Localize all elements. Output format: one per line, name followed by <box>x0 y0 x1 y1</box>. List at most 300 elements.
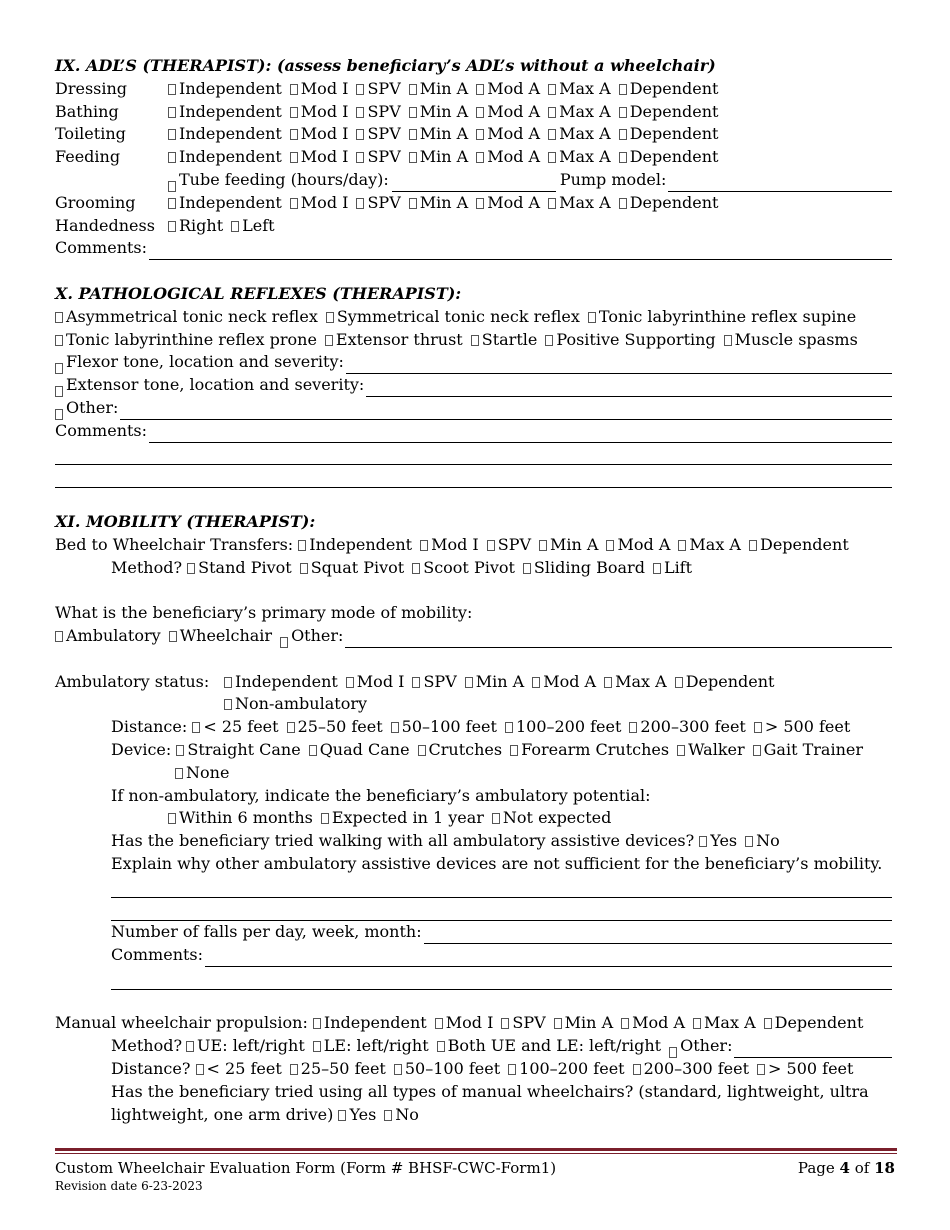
adl-toileting-mod-i-label: Mod I <box>300 124 349 144</box>
adl-toileting-option-mod-i[interactable] <box>290 124 349 143</box>
flexor-tone-field[interactable] <box>346 357 892 374</box>
adl-bathing-option-max-a[interactable] <box>548 102 611 121</box>
adl-toileting-option-independent[interactable] <box>168 124 282 143</box>
transfer-option-min-a[interactable] <box>539 535 598 554</box>
propulsion-option-le-left-right[interactable] <box>313 1036 429 1055</box>
flexor-tone-checkbox[interactable] <box>55 363 63 374</box>
pump-model-label: Pump model: <box>559 169 667 189</box>
extensor-tone-field[interactable] <box>366 380 892 397</box>
explain-line-2[interactable] <box>111 898 892 921</box>
adl-bathing-min-a-label: Min A <box>419 101 469 121</box>
ambulatory-status-row <box>55 671 892 694</box>
adl-bathing-max-a-label: Max A <box>559 101 611 121</box>
device-walker-label: Walker <box>688 739 745 759</box>
left-checkbox[interactable] <box>231 221 239 232</box>
adl-bathing-mod-a-checkbox[interactable] <box>476 107 484 118</box>
adl-toileting-option-max-a[interactable] <box>548 124 611 143</box>
propulsion-distance-50-100-feet-checkbox[interactable] <box>394 1064 402 1075</box>
adl-bathing-min-a-checkbox[interactable] <box>409 107 417 118</box>
propulsion-distance-25-feet-checkbox[interactable] <box>196 1064 204 1075</box>
adl-bathing-mod-i-checkbox[interactable] <box>290 107 298 118</box>
propulsion-distance-25-50-feet-checkbox[interactable] <box>290 1064 298 1075</box>
manual-mod-a-checkbox[interactable] <box>621 1018 629 1029</box>
adl-toileting-option-mod-a[interactable] <box>476 124 540 143</box>
grooming-option-mod-i[interactable] <box>290 193 349 212</box>
manual-propulsion-row <box>55 1012 892 1035</box>
transfer-min-a-checkbox[interactable] <box>539 540 547 551</box>
propulsion-distance-option-500-feet[interactable] <box>757 1059 853 1078</box>
grooming-independent-checkbox[interactable] <box>168 198 176 209</box>
adl-feeding-mod-a-checkbox[interactable] <box>476 152 484 163</box>
ambulatory-option-spv[interactable] <box>412 672 456 691</box>
right-label: Right <box>179 215 224 235</box>
distance-option-25-50-feet[interactable] <box>287 717 383 736</box>
adl-toileting-independent-checkbox[interactable] <box>168 129 176 140</box>
page-number <box>700 1159 895 1177</box>
distance-option-50-100-feet[interactable] <box>391 717 497 736</box>
tube-feeding-field[interactable] <box>392 176 556 192</box>
propulsion-distance-500-feet-checkbox[interactable] <box>757 1064 765 1075</box>
extensor-tone-checkbox[interactable] <box>55 386 63 397</box>
handedness-row <box>55 215 892 238</box>
transfer-max-a-checkbox[interactable] <box>678 540 686 551</box>
propulsion-both-ue-and-le-left-right-label: Both UE and LE: left/right <box>447 1036 662 1056</box>
distance-500-feet-checkbox[interactable] <box>754 722 762 733</box>
manual-min-a-checkbox[interactable] <box>554 1018 562 1029</box>
grooming-option-mod-a[interactable] <box>476 193 540 212</box>
reflex-asymmetrical-tonic-neck-reflex-label: Asymmetrical tonic neck reflex <box>66 306 318 326</box>
primary-mobility-question: What is the beneficiary’s primary mode of mobility: <box>55 603 473 623</box>
transfer-method-option-stand-pivot[interactable] <box>187 558 292 577</box>
potential-option-not-expected[interactable] <box>492 808 611 827</box>
adl-dressing-option-spv[interactable] <box>356 79 400 98</box>
adl-dressing-option-mod-i[interactable] <box>290 79 349 98</box>
distance-option-500-feet[interactable] <box>754 717 850 736</box>
adl-toileting-mod-i-checkbox[interactable] <box>290 129 298 140</box>
tried-walking-no-label: No <box>756 831 780 851</box>
propulsion-both-ue-and-le-left-right-checkbox[interactable] <box>437 1041 445 1052</box>
ambulatory-dependent-label: Dependent <box>685 671 775 691</box>
adl-toileting-min-a-checkbox[interactable] <box>409 129 417 140</box>
device-none-row <box>55 762 892 785</box>
distance-100-200-feet-label: 100–200 feet <box>515 717 622 737</box>
grooming-option-min-a[interactable] <box>409 193 468 212</box>
adl-row-dressing <box>55 78 892 101</box>
distance-25-feet-label: < 25 feet <box>203 717 279 737</box>
distance-50-100-feet-checkbox[interactable] <box>391 722 399 733</box>
adl-dressing-min-a-checkbox[interactable] <box>409 84 417 95</box>
reflex-startle-checkbox[interactable] <box>471 335 479 346</box>
ambulatory-mod-i-checkbox[interactable] <box>346 677 354 688</box>
potential-expected-in-1-year-label: Expected in 1 year <box>331 808 484 828</box>
ambulatory-option-independent[interactable] <box>224 672 338 691</box>
reflex-muscle-spasms-label: Muscle spasms <box>734 329 858 349</box>
tube-feeding-checkbox[interactable] <box>168 181 176 192</box>
manual-dependent-checkbox[interactable] <box>764 1018 772 1029</box>
manual-max-a-checkbox[interactable] <box>693 1018 701 1029</box>
manual-independent-label: Independent <box>323 1013 427 1033</box>
adl-bathing-option-mod-a[interactable] <box>476 102 540 121</box>
propulsion-distance-200-300-feet-checkbox[interactable] <box>633 1064 641 1075</box>
potential-not-expected-checkbox[interactable] <box>492 813 500 824</box>
grooming-mod-i-label: Mod I <box>300 192 349 212</box>
adl-dressing-option-mod-a[interactable] <box>476 79 540 98</box>
distance-25-50-feet-checkbox[interactable] <box>287 722 295 733</box>
primary-other-field[interactable] <box>345 631 892 648</box>
manual-option-min-a[interactable] <box>554 1013 613 1032</box>
propulsion-other-label: Other: <box>680 1036 733 1056</box>
ambulatory-option-mod-i[interactable] <box>346 672 405 691</box>
reflex-option-startle[interactable] <box>471 330 538 349</box>
reflex-comments-line-2[interactable] <box>55 443 892 466</box>
pump-model-field[interactable] <box>668 175 892 192</box>
reflex-other-checkbox[interactable] <box>55 409 63 420</box>
manual-independent-checkbox[interactable] <box>313 1018 321 1029</box>
adl-feeding-option-mod-i[interactable] <box>290 147 349 166</box>
primary-wheelchair-label: Wheelchair <box>179 625 273 645</box>
ambulatory-min-a-checkbox[interactable] <box>465 677 473 688</box>
handedness-label: Handedness <box>55 215 155 235</box>
adl-bathing-option-independent[interactable] <box>168 102 282 121</box>
distance-option-200-300-feet[interactable] <box>629 717 745 736</box>
adl-feeding-min-a-checkbox[interactable] <box>409 152 417 163</box>
non-ambulatory-row <box>55 693 892 716</box>
adl-feeding-independent-label: Independent <box>179 147 282 167</box>
primary-option-ambulatory[interactable] <box>55 626 161 645</box>
adl-bathing-independent-checkbox[interactable] <box>168 107 176 118</box>
manual-option-dependent[interactable] <box>764 1013 864 1032</box>
grooming-min-a-checkbox[interactable] <box>409 198 417 209</box>
propulsion-other-checkbox[interactable] <box>669 1047 677 1058</box>
propulsion-distance-option-25-50-feet[interactable] <box>290 1059 386 1078</box>
adl-bathing-option-dependent[interactable] <box>619 102 719 121</box>
adl-feeding-option-min-a[interactable] <box>409 147 468 166</box>
device-none-checkbox[interactable] <box>175 768 183 779</box>
reflex-muscle-spasms-checkbox[interactable] <box>724 335 732 346</box>
reflex-positive-supporting-checkbox[interactable] <box>545 335 553 346</box>
adl-feeding-spv-checkbox[interactable] <box>356 152 364 163</box>
transfer-method-option-scoot-pivot[interactable] <box>412 558 515 577</box>
page-word: Page <box>797 1159 835 1177</box>
adl-bathing-option-min-a[interactable] <box>409 102 468 121</box>
manual-option-spv[interactable] <box>501 1013 545 1032</box>
primary-other-label: Other: <box>291 625 344 645</box>
adl-bathing-option-spv[interactable] <box>356 102 400 121</box>
manual-mod-i-label: Mod I <box>445 1013 494 1033</box>
potential-within-6-months-checkbox[interactable] <box>168 813 176 824</box>
adl-row-label: Bathing <box>55 101 119 121</box>
adl-toileting-spv-checkbox[interactable] <box>356 129 364 140</box>
ambulatory-independent-label: Independent <box>235 671 338 691</box>
adl-bathing-spv-checkbox[interactable] <box>356 107 364 118</box>
adl-dressing-independent-checkbox[interactable] <box>168 84 176 95</box>
adl-bathing-dependent-label: Dependent <box>629 101 719 121</box>
adl-feeding-max-a-checkbox[interactable] <box>548 152 556 163</box>
propulsion-distance-option-100-200-feet[interactable] <box>508 1059 624 1078</box>
reflex-option-muscle-spasms[interactable] <box>724 330 858 349</box>
manual-mod-a-label: Mod A <box>632 1013 686 1033</box>
adl-feeding-min-a-label: Min A <box>419 147 469 167</box>
reflex-comments-label: Comments: <box>55 420 148 440</box>
device-forearm-crutches-checkbox[interactable] <box>510 745 518 756</box>
transfer-mod-i-checkbox[interactable] <box>420 540 428 551</box>
propulsion-option-both-ue-and-le-left-right[interactable] <box>437 1036 661 1055</box>
adl-feeding-dependent-checkbox[interactable] <box>619 152 627 163</box>
adl-dressing-mod-a-label: Mod A <box>487 78 541 98</box>
reflex-startle-label: Startle <box>481 329 538 349</box>
manual-propulsion-label: Manual wheelchair propulsion: <box>55 1013 308 1033</box>
adl-dressing-mod-a-checkbox[interactable] <box>476 84 484 95</box>
propulsion-distance-25-50-feet-label: 25–50 feet <box>300 1059 386 1079</box>
potential-expected-in-1-year-checkbox[interactable] <box>321 813 329 824</box>
device-gait-trainer-label: Gait Trainer <box>763 739 863 759</box>
ambulatory-option-dependent[interactable] <box>675 672 775 691</box>
non-ambulatory-checkbox[interactable] <box>224 699 232 710</box>
adl-feeding-independent-checkbox[interactable] <box>168 152 176 163</box>
transfer-method-option-squat-pivot[interactable] <box>300 558 405 577</box>
reflex-options-row-1 <box>55 306 892 329</box>
manual-dependent-label: Dependent <box>774 1013 864 1033</box>
ambulatory-option-mod-a[interactable] <box>532 672 596 691</box>
mobility-comments-field[interactable] <box>205 950 892 967</box>
right-checkbox[interactable] <box>168 221 176 232</box>
reflex-extensor-thrust-checkbox[interactable] <box>325 335 333 346</box>
adl-bathing-max-a-checkbox[interactable] <box>548 107 556 118</box>
device-straight-cane-checkbox[interactable] <box>176 745 184 756</box>
tried-manual-yes-checkbox[interactable] <box>338 1110 346 1121</box>
device-crutches-label: Crutches <box>428 739 503 759</box>
distance-200-300-feet-checkbox[interactable] <box>629 722 637 733</box>
adl-dressing-min-a-label: Min A <box>419 78 469 98</box>
transfer-option-mod-i[interactable] <box>420 535 479 554</box>
transfer-spv-checkbox[interactable] <box>487 540 495 551</box>
ambulatory-independent-checkbox[interactable] <box>224 677 232 688</box>
grooming-mod-i-checkbox[interactable] <box>290 198 298 209</box>
grooming-dependent-checkbox[interactable] <box>619 198 627 209</box>
propulsion-distance-option-25-feet[interactable] <box>196 1059 282 1078</box>
device-option-straight-cane[interactable] <box>176 740 300 759</box>
adl-feeding-max-a-label: Max A <box>559 147 611 167</box>
adl-dressing-mod-i-label: Mod I <box>300 78 349 98</box>
non-ambulatory-label: Non-ambulatory <box>235 694 368 714</box>
reflex-comments-line-3[interactable] <box>55 465 892 488</box>
reflex-option-symmetrical-tonic-neck-reflex[interactable] <box>326 307 580 326</box>
transfer-option-independent[interactable] <box>298 535 412 554</box>
device-quad-cane-checkbox[interactable] <box>309 745 317 756</box>
adl-dressing-independent-label: Independent <box>179 78 282 98</box>
transfer-method-stand-pivot-checkbox[interactable] <box>187 563 195 574</box>
grooming-option-spv[interactable] <box>356 193 400 212</box>
transfer-method-sliding-board-checkbox[interactable] <box>523 563 531 574</box>
transfer-option-spv[interactable] <box>487 535 531 554</box>
transfer-method-squat-pivot-label: Squat Pivot <box>310 557 405 577</box>
grooming-option-dependent[interactable] <box>619 193 719 212</box>
device-none-label: None <box>186 762 230 782</box>
grooming-max-a-checkbox[interactable] <box>548 198 556 209</box>
reflex-asymmetrical-tonic-neck-reflex-checkbox[interactable] <box>55 312 63 323</box>
transfer-method-scoot-pivot-checkbox[interactable] <box>412 563 420 574</box>
transfer-method-lift-checkbox[interactable] <box>653 563 661 574</box>
transfer-option-dependent[interactable] <box>749 535 849 554</box>
adl-dressing-option-min-a[interactable] <box>409 79 468 98</box>
reflex-symmetrical-tonic-neck-reflex-checkbox[interactable] <box>326 312 334 323</box>
grooming-option-independent[interactable] <box>168 193 282 212</box>
adl-feeding-option-independent[interactable] <box>168 147 282 166</box>
reflex-option-asymmetrical-tonic-neck-reflex[interactable] <box>55 307 318 326</box>
manual-mod-i-checkbox[interactable] <box>435 1018 443 1029</box>
reflex-option-extensor-thrust[interactable] <box>325 330 463 349</box>
primary-wheelchair-checkbox[interactable] <box>169 631 177 642</box>
ambulatory-mod-a-label: Mod A <box>543 671 597 691</box>
manual-option-mod-a[interactable] <box>621 1013 685 1032</box>
transfer-mod-a-label: Mod A <box>617 534 671 554</box>
distance-option-25-feet[interactable] <box>192 717 278 736</box>
device-option-walker[interactable] <box>677 740 745 759</box>
adl-toileting-dependent-checkbox[interactable] <box>619 129 627 140</box>
grooming-spv-checkbox[interactable] <box>356 198 364 209</box>
device-gait-trainer-checkbox[interactable] <box>753 745 761 756</box>
grooming-row <box>55 192 892 215</box>
manual-option-mod-i[interactable] <box>435 1013 494 1032</box>
transfers-row <box>55 534 892 557</box>
transfer-method-option-sliding-board[interactable] <box>523 558 645 577</box>
reflex-tonic-labyrinthine-reflex-prone-checkbox[interactable] <box>55 335 63 346</box>
transfer-method-squat-pivot-checkbox[interactable] <box>300 563 308 574</box>
tried-walking-no-checkbox[interactable] <box>745 836 753 847</box>
manual-option-max-a[interactable] <box>693 1013 756 1032</box>
transfer-mod-a-checkbox[interactable] <box>606 540 614 551</box>
distance-500-feet-label: > 500 feet <box>764 717 851 737</box>
reflex-option-tonic-labyrinthine-reflex-supine[interactable] <box>588 307 856 326</box>
ambulatory-min-a-label: Min A <box>475 671 525 691</box>
primary-other-checkbox[interactable] <box>280 637 288 648</box>
ambulatory-max-a-checkbox[interactable] <box>604 677 612 688</box>
adl-row-bathing <box>55 101 892 124</box>
adl-toileting-option-min-a[interactable] <box>409 124 468 143</box>
tried-walking-row <box>55 830 892 853</box>
reflex-comments-row <box>55 420 892 443</box>
reflex-tonic-labyrinthine-reflex-supine-label: Tonic labyrinthine reflex supine <box>598 306 857 326</box>
tried-walking-yes-label: Yes <box>710 831 738 851</box>
adl-feeding-option-spv[interactable] <box>356 147 400 166</box>
primary-option-wheelchair[interactable] <box>169 626 272 645</box>
distance-25-feet-checkbox[interactable] <box>192 722 200 733</box>
ambulatory-mod-a-checkbox[interactable] <box>532 677 540 688</box>
adl-feeding-mod-a-label: Mod A <box>487 147 541 167</box>
device-option-crutches[interactable] <box>418 740 503 759</box>
manual-spv-checkbox[interactable] <box>501 1018 509 1029</box>
footer-left <box>55 1159 556 1193</box>
propulsion-distance-100-200-feet-checkbox[interactable] <box>508 1064 516 1075</box>
adl-bathing-mod-a-label: Mod A <box>487 101 541 121</box>
transfer-max-a-label: Max A <box>689 534 741 554</box>
transfer-method-row <box>55 557 892 580</box>
adl-feeding-option-max-a[interactable] <box>548 147 611 166</box>
device-option-forearm-crutches[interactable] <box>510 740 669 759</box>
adl-dressing-spv-checkbox[interactable] <box>356 84 364 95</box>
device-option-gait-trainer[interactable] <box>753 740 863 759</box>
transfer-option-max-a[interactable] <box>678 535 741 554</box>
adl-toileting-option-dependent[interactable] <box>619 124 719 143</box>
adl-feeding-spv-label: SPV <box>367 147 401 167</box>
tried-walking-yes-checkbox[interactable] <box>699 836 707 847</box>
adl-toileting-dependent-label: Dependent <box>629 124 719 144</box>
reflex-other-field[interactable] <box>120 403 892 420</box>
distance-100-200-feet-checkbox[interactable] <box>505 722 513 733</box>
adl-dressing-option-independent[interactable] <box>168 79 282 98</box>
propulsion-le-left-right-checkbox[interactable] <box>313 1041 321 1052</box>
ambulatory-max-a-label: Max A <box>615 671 667 691</box>
adl-row-label: Feeding <box>55 147 121 167</box>
ambulatory-option-max-a[interactable] <box>604 672 667 691</box>
falls-field[interactable] <box>424 927 892 944</box>
distance-option-100-200-feet[interactable] <box>505 717 621 736</box>
adl-row-feeding <box>55 146 892 169</box>
reflex-option-positive-supporting[interactable] <box>545 330 715 349</box>
propulsion-distance-25-feet-label: < 25 feet <box>206 1059 282 1079</box>
device-walker-checkbox[interactable] <box>677 745 685 756</box>
adl-dressing-dependent-checkbox[interactable] <box>619 84 627 95</box>
transfer-option-mod-a[interactable] <box>606 535 670 554</box>
propulsion-other-field[interactable] <box>734 1041 892 1058</box>
propulsion-option-ue-left-right[interactable] <box>186 1036 305 1055</box>
primary-ambulatory-checkbox[interactable] <box>55 631 63 642</box>
reflex-other-label: Other: <box>66 397 119 417</box>
propulsion-distance-option-200-300-feet[interactable] <box>633 1059 749 1078</box>
grooming-mod-a-checkbox[interactable] <box>476 198 484 209</box>
ambulatory-dependent-checkbox[interactable] <box>675 677 683 688</box>
transfer-dependent-checkbox[interactable] <box>749 540 757 551</box>
reflex-option-tonic-labyrinthine-reflex-prone[interactable] <box>55 330 317 349</box>
adl-toileting-max-a-checkbox[interactable] <box>548 129 556 140</box>
potential-option-within-6-months[interactable] <box>168 808 313 827</box>
explain-line-1[interactable] <box>111 876 892 899</box>
propulsion-ue-left-right-checkbox[interactable] <box>186 1041 194 1052</box>
adl-bathing-dependent-checkbox[interactable] <box>619 107 627 118</box>
adl-dressing-mod-i-checkbox[interactable] <box>290 84 298 95</box>
adl-comments-field[interactable] <box>149 243 892 260</box>
adl-toileting-option-spv[interactable] <box>356 124 400 143</box>
adl-toileting-spv-label: SPV <box>367 124 401 144</box>
transfer-method-option-lift[interactable] <box>653 558 692 577</box>
adl-feeding-option-mod-a[interactable] <box>476 147 540 166</box>
device-crutches-checkbox[interactable] <box>418 745 426 756</box>
mobility-comments-line-2[interactable] <box>111 967 892 990</box>
ambulatory-spv-checkbox[interactable] <box>412 677 420 688</box>
reflex-tonic-labyrinthine-reflex-supine-checkbox[interactable] <box>588 312 596 323</box>
adl-dressing-option-max-a[interactable] <box>548 79 611 98</box>
propulsion-distance-option-50-100-feet[interactable] <box>394 1059 500 1078</box>
propulsion-method-row <box>55 1035 892 1058</box>
grooming-option-max-a[interactable] <box>548 193 611 212</box>
tried-manual-no-checkbox[interactable] <box>384 1110 392 1121</box>
page-total: 18 <box>874 1159 895 1177</box>
adl-toileting-mod-a-checkbox[interactable] <box>476 129 484 140</box>
adl-feeding-option-dependent[interactable] <box>619 147 719 166</box>
potential-option-expected-in-1-year[interactable] <box>321 808 484 827</box>
transfer-independent-checkbox[interactable] <box>298 540 306 551</box>
manual-option-independent[interactable] <box>313 1013 427 1032</box>
adl-dressing-max-a-checkbox[interactable] <box>548 84 556 95</box>
reflex-comments-field[interactable] <box>149 426 892 443</box>
ambulatory-option-min-a[interactable] <box>465 672 524 691</box>
adl-feeding-mod-i-checkbox[interactable] <box>290 152 298 163</box>
adl-comments-label: Comments: <box>55 238 148 258</box>
revision-date: Revision date 6-23-2023 <box>55 1179 203 1193</box>
adl-bathing-option-mod-i[interactable] <box>290 102 349 121</box>
adl-dressing-option-dependent[interactable] <box>619 79 719 98</box>
device-option-quad-cane[interactable] <box>309 740 410 759</box>
